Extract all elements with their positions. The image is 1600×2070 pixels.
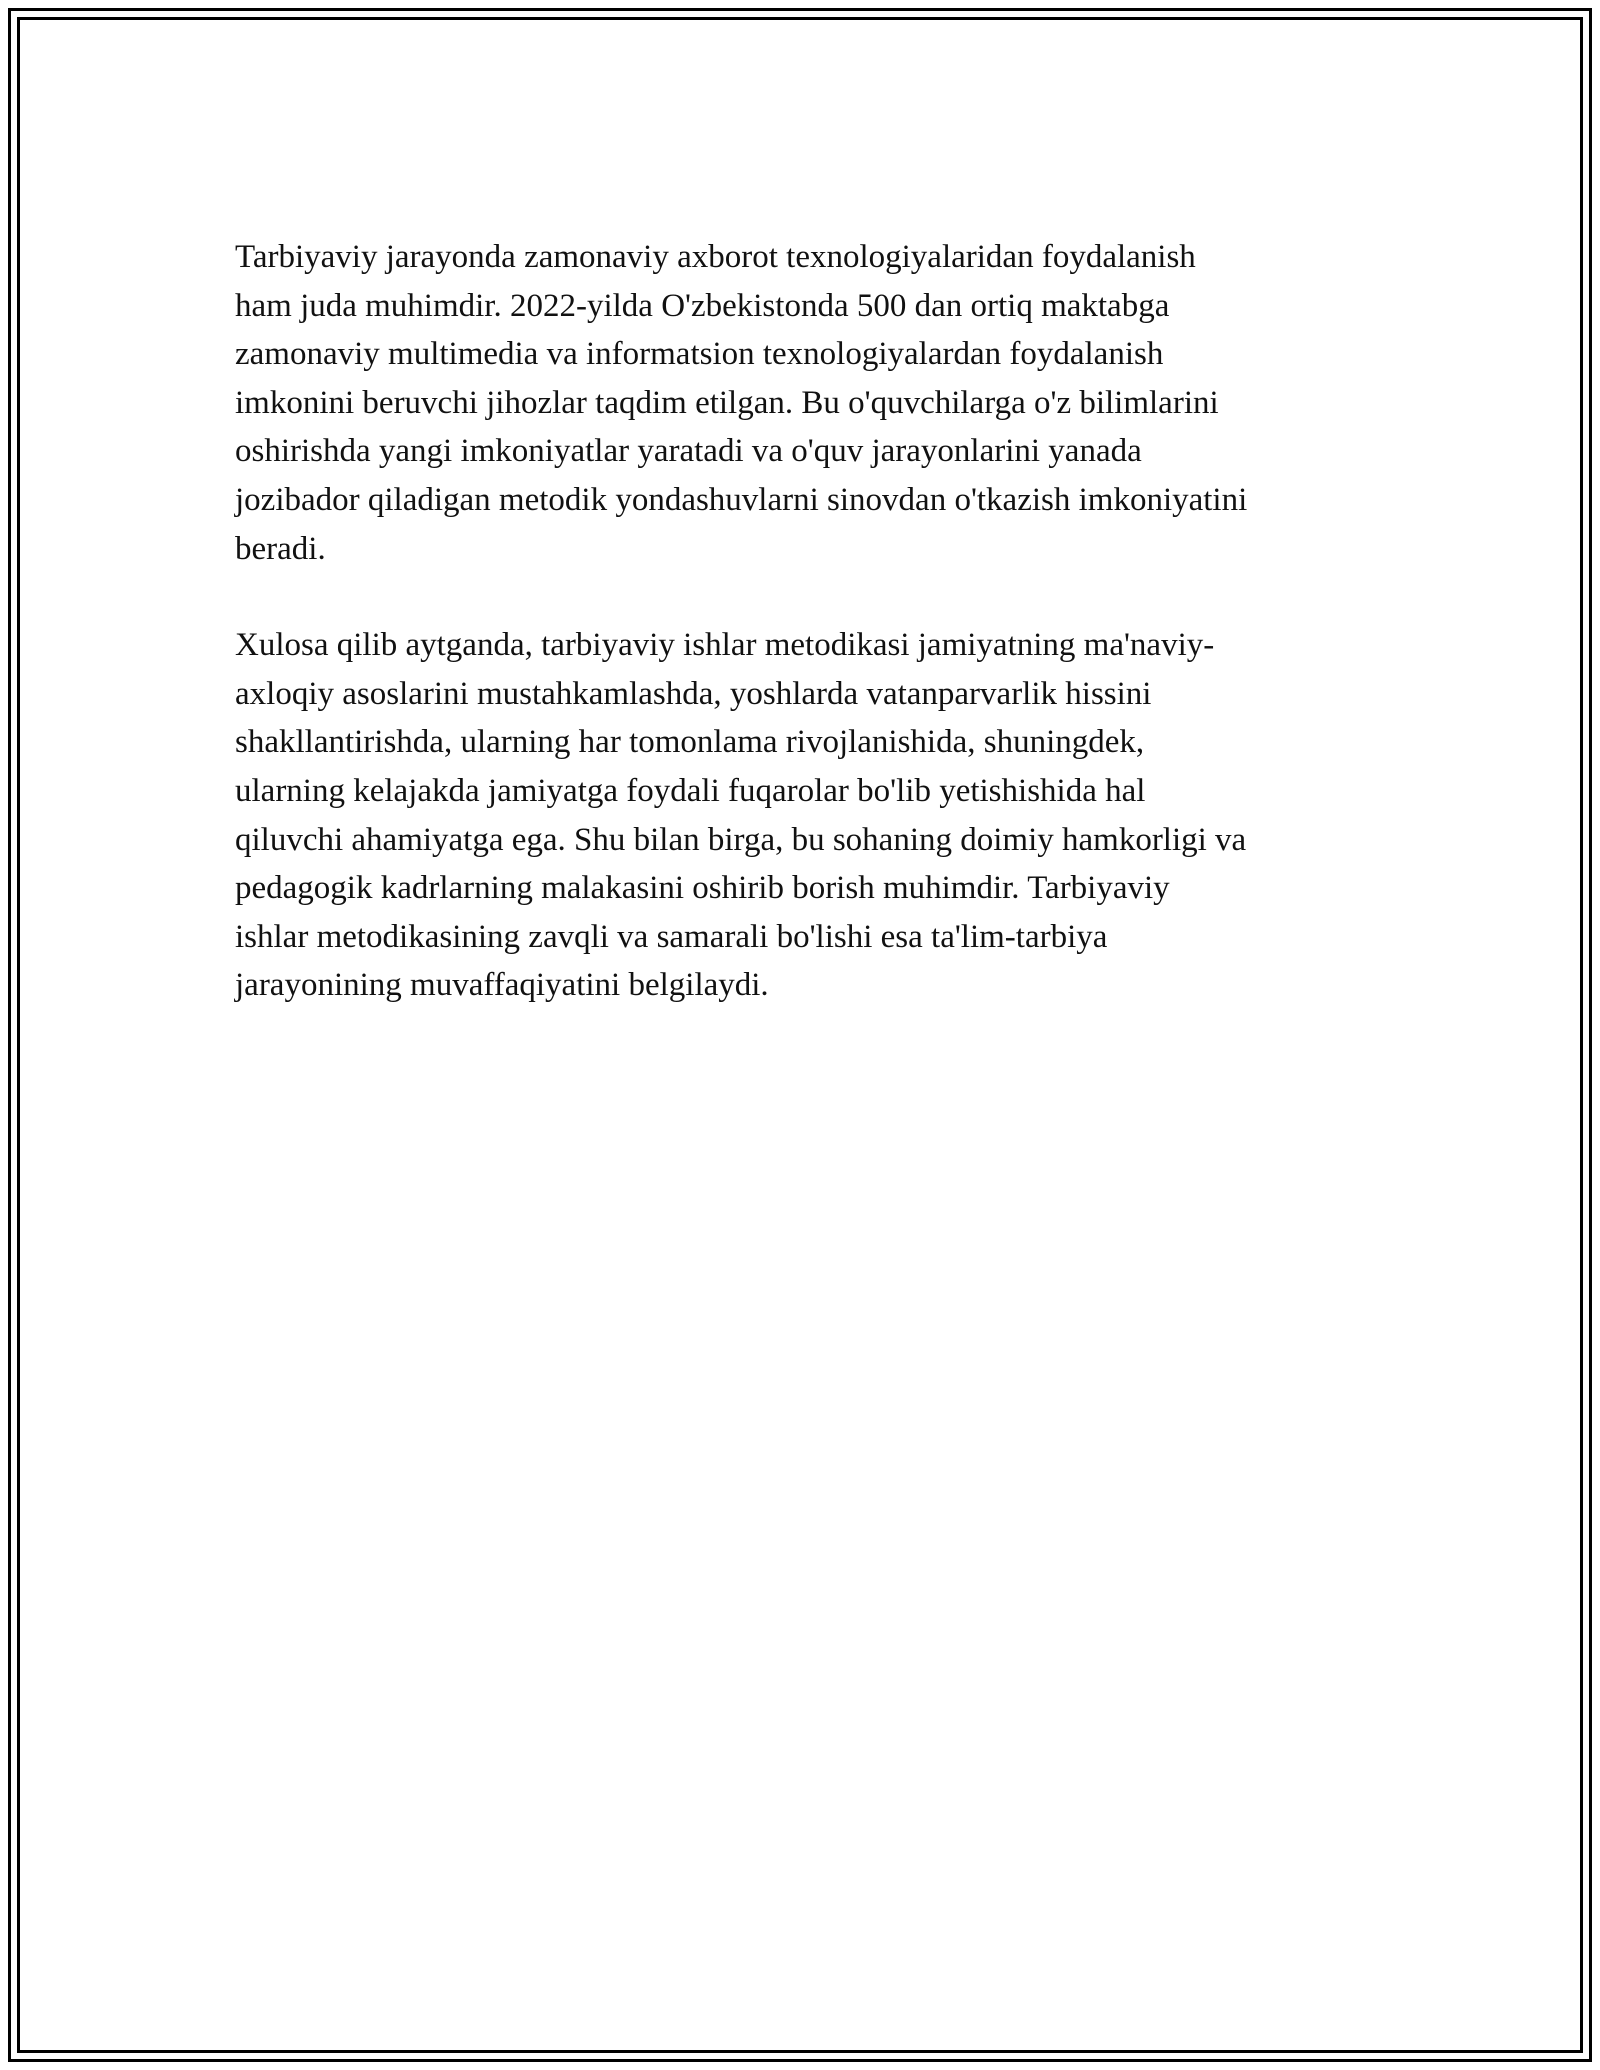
document-body (235, 233, 1375, 1058)
paragraph-technology: Tarbiyaviy jarayonda zamonaviy axborot texnologiyalaridan foydalanish ham juda muhimdir. 2022-yilda O'zbekistonda 500 dan ortiq maktabga zamonaviy multimedia va informatsion texnologiyalardan foydalanish imkonini beruvchi jihozlar taqdim etilgan. Bu o'quvchilarga o'z bilimlarini oshirishda yangi imkoniyatlar yaratadi va o'quv jarayonlarini yanada jozibador qiladigan metodik yondashuvlarni sinovdan o'tkazish imkoniyatini beradi. (235, 239, 1248, 567)
paragraph-conclusion: Xulosa qilib aytganda, tarbiyaviy ishlar metodikasi jamiyatning ma'naviy- axloqiy asoslarini mustahkamlashda, yoshlarda vatanparvarlik hissini shakllantirishda, ularning har tomonlama rivojlanishida, shuningdek, ularning kelajakda jamiyatga foydali fuqarolar bo'lib yetishishida hal qiluvchi ahamiyatga ega. Shu bilan birga, bu sohaning doimiy hamkorligi va pedagogik kadrlarning malakasini oshirib borish muhimdir. Tarbiyaviy ishlar metodikasining zavqli va samarali bo'lishi esa ta'lim-tarbiya jarayonining muvaffaqiyatini belgilaydi. (235, 627, 1247, 1004)
